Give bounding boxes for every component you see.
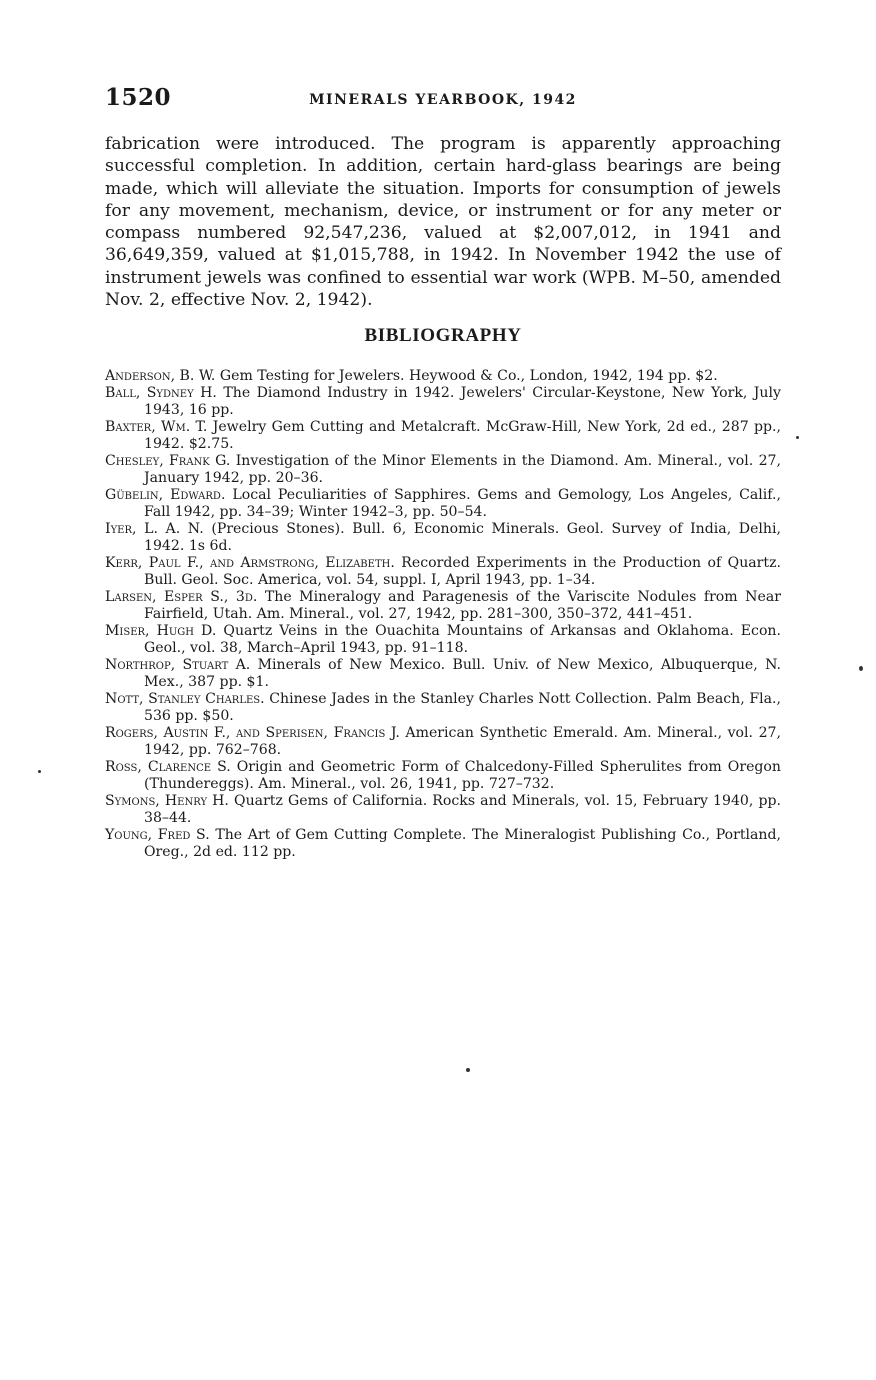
bibliography-entry	[105, 453, 781, 487]
scan-speck	[466, 1068, 470, 1072]
bibliography-author: Iyer, L. A. N.	[105, 521, 204, 537]
scan-speck	[859, 666, 863, 671]
bibliography-author: Nott, Stanley Charles.	[105, 691, 265, 707]
bibliography-entry	[105, 521, 781, 555]
bibliography-entry	[105, 793, 781, 827]
bibliography-author: Rogers, Austin F., and Sperisen, Francis J.	[105, 725, 400, 741]
bibliography-text: The Mineralogy and Paragenesis of the Variscite Nodules from Near Fairfield, Utah. Am. Mineral., vol. 27, 1942, pp. 281–300, 350–372, 441–451.	[144, 589, 781, 622]
bibliography-author: Gübelin, Edward.	[105, 487, 226, 503]
bibliography-author: Symons, Henry H.	[105, 793, 229, 809]
bibliography-entry	[105, 827, 781, 861]
bibliography-entry	[105, 555, 781, 589]
bibliography-text: The Art of Gem Cutting Complete. The Mineralogist Publishing Co., Portland, Oreg., 2d ed. 112 pp.	[144, 827, 781, 860]
bibliography-text: Recorded Experiments in the Production of Quartz. Bull. Geol. Soc. America, vol. 54, suppl. I, April 1943, pp. 1–34.	[144, 555, 781, 588]
bibliography-text: Local Peculiarities of Sapphires. Gems and Gemology, Los Angeles, Calif., Fall 1942, pp. 34–39; Winter 1942–3, pp. 50–54.	[144, 487, 781, 520]
page-number: 1520	[105, 84, 172, 111]
bibliography-entry	[105, 589, 781, 623]
bibliography-list	[105, 368, 781, 861]
bibliography-author: Northrop, Stuart A.	[105, 657, 251, 673]
body-paragraph: fabrication were introduced. The program is apparently approaching successful completion. In addition, certain hard-glass bearings are being made, which will alleviate the situation. Imports for consumption of jewels for any movement, mechanism, device, or instrument or for any meter or compass numbered 92,547,236, valued at $2,007,012, in 1941 and 36,649,359, valued at $1,015,788, in 1942. In November 1942 the use of instrument jewels was confined to essential war work (WPB. M–50, amended Nov. 2, effective Nov. 2, 1942).	[105, 134, 781, 311]
bibliography-text: The Diamond Industry in 1942. Jewelers' Circular-Keystone, New York, July 1943, 16 pp.	[144, 385, 781, 418]
bibliography-author: Young, Fred S.	[105, 827, 210, 843]
bibliography-text: Gem Testing for Jewelers. Heywood & Co., London, 1942, 194 pp. $2.	[219, 368, 718, 384]
bibliography-author: Larsen, Esper S., 3d.	[105, 589, 258, 605]
bibliography-entry	[105, 657, 781, 691]
bibliography-text: (Precious Stones). Bull. 6, Economic Minerals. Geol. Survey of India, Delhi, 1942. 1s 6d.	[144, 521, 781, 554]
bibliography-text: Quartz Gems of California. Rocks and Minerals, vol. 15, February 1940, pp. 38–44.	[144, 793, 782, 826]
bibliography-author: Anderson, B. W.	[105, 368, 216, 384]
bibliography-text: Quartz Veins in the Ouachita Mountains of Arkansas and Oklahoma. Econ. Geol., vol. 38, March–April 1943, pp. 91–118.	[144, 623, 781, 656]
bibliography-author: Chesley, Frank G.	[105, 453, 231, 469]
running-title: MINERALS YEARBOOK, 1942	[309, 92, 577, 108]
bibliography-text: American Synthetic Emerald. Am. Mineral., vol. 27, 1942, pp. 762–768.	[144, 725, 781, 758]
bibliography-author: Ross, Clarence S.	[105, 759, 231, 775]
bibliography-entry	[105, 725, 781, 759]
bibliography-entry	[105, 487, 781, 521]
bibliography-author: Ball, Sydney H.	[105, 385, 217, 401]
bibliography-entry	[105, 419, 781, 453]
bibliography-entry	[105, 623, 781, 657]
bibliography-entry	[105, 368, 781, 385]
bibliography-entry	[105, 691, 781, 725]
bibliography-text: Chinese Jades in the Stanley Charles Nott Collection. Palm Beach, Fla., 536 pp. $50.	[144, 691, 781, 724]
bibliography-text: Jewelry Gem Cutting and Metalcraft. McGraw-Hill, New York, 2d ed., 287 pp., 1942. $2.75.	[144, 419, 781, 452]
bibliography-text: Origin and Geometric Form of Chalcedony-Filled Spherulites from Oregon (Thundereggs). Am. Mineral., vol. 26, 1941, pp. 727–732.	[144, 759, 781, 792]
section-heading: BIBLIOGRAPHY	[364, 325, 522, 346]
scan-speck	[796, 436, 799, 439]
bibliography-text: Investigation of the Minor Elements in the Diamond. Am. Mineral., vol. 27, January 1942, pp. 20–36.	[144, 453, 782, 486]
bibliography-entry	[105, 759, 781, 793]
bibliography-author: Kerr, Paul F., and Armstrong, Elizabeth.	[105, 555, 395, 571]
bibliography-author: Miser, Hugh D.	[105, 623, 217, 639]
bibliography-author: Baxter, Wm. T.	[105, 419, 208, 435]
bibliography-entry	[105, 385, 781, 419]
bibliography-text: Minerals of New Mexico. Bull. Univ. of New Mexico, Albuquerque, N. Mex., 387 pp. $1.	[144, 657, 781, 690]
scan-speck	[38, 770, 41, 773]
page-header	[105, 84, 781, 114]
